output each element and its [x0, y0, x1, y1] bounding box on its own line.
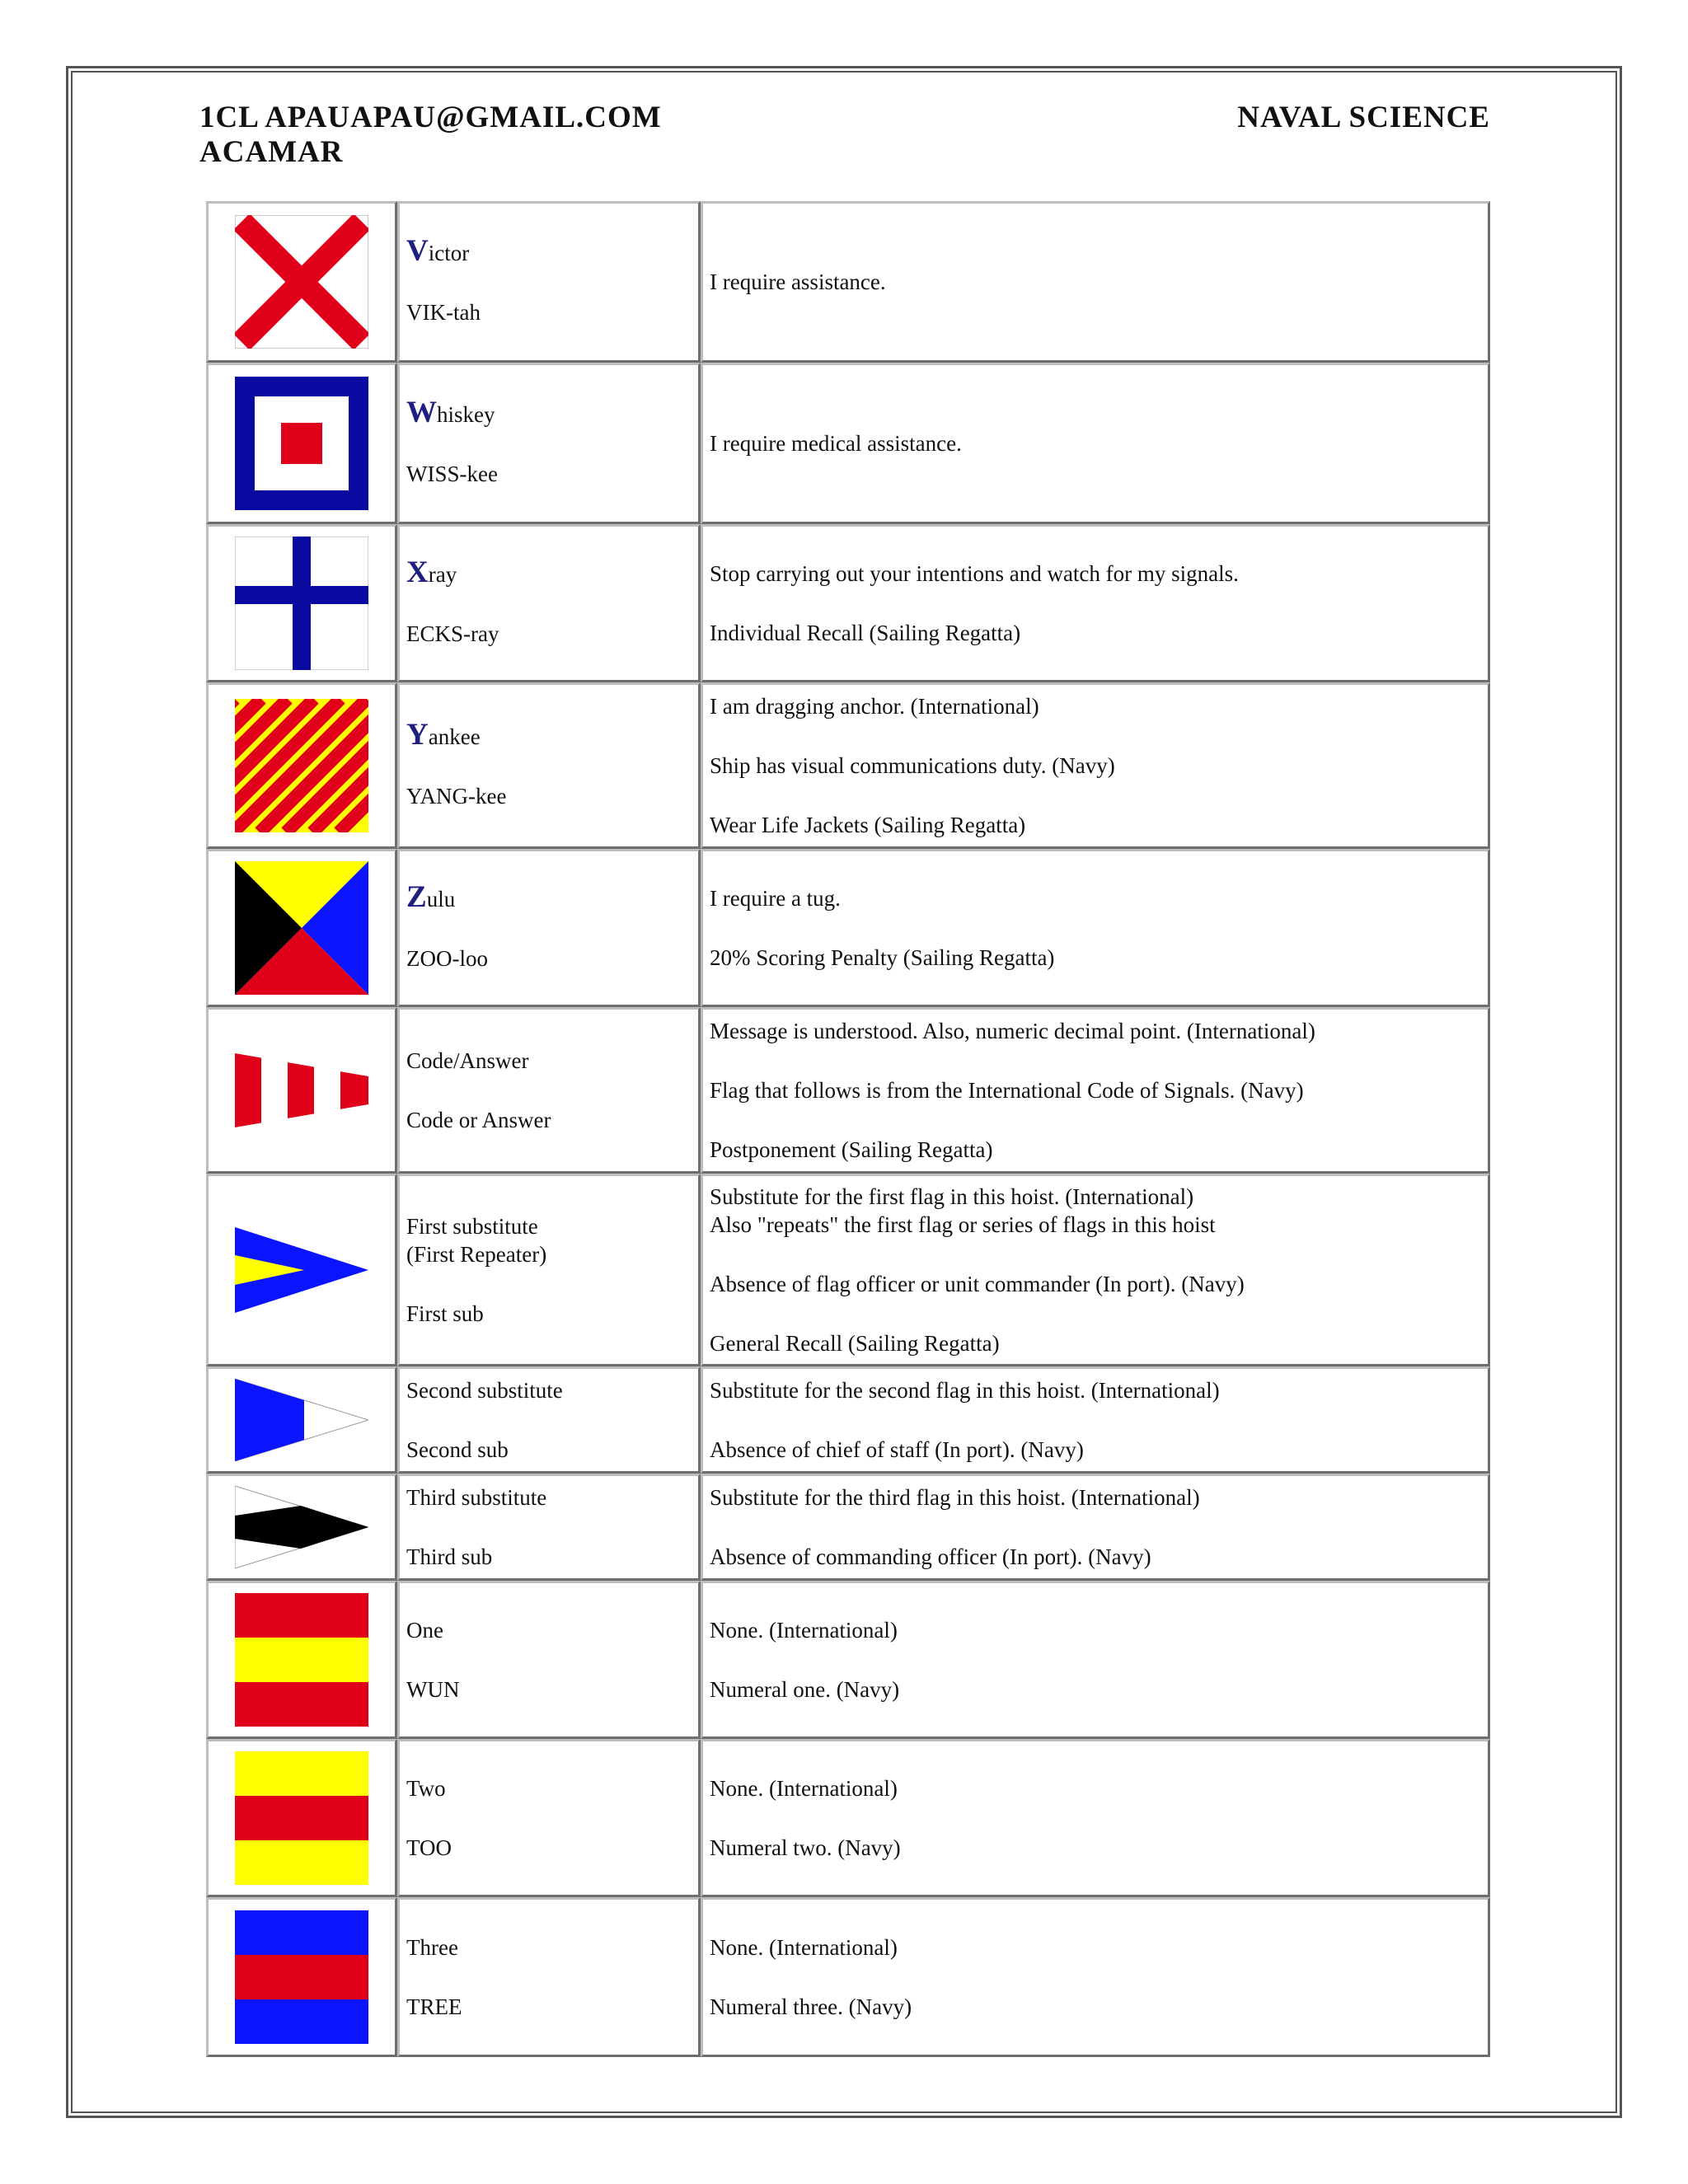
flag-pronunciation: VIK-tah — [406, 300, 481, 325]
flag-meaning: Substitute for the second flag in this hoist. (International) — [710, 1378, 1220, 1403]
flag-name: Zulu — [406, 880, 456, 914]
flag-meaning: I require assistance. — [710, 269, 886, 294]
flag-meaning: Absence of flag officer or unit commander (In port). (Navy) — [710, 1272, 1245, 1296]
flag-name: One — [406, 1618, 443, 1643]
flag-meaning: Wear Life Jackets (Sailing Regatta) — [710, 813, 1026, 837]
yankee-flag-icon — [235, 699, 368, 832]
flag-pronunciation: ZOO-loo — [406, 946, 488, 971]
table-row — [206, 1366, 1490, 1474]
flag-meaning: Flag that follows is from the International Code of Signals. (Navy) — [710, 1078, 1304, 1103]
flag-pronunciation: First sub — [406, 1301, 484, 1326]
table-row — [206, 1007, 1490, 1174]
table-row — [206, 1581, 1490, 1739]
flag-meaning: Numeral one. (Navy) — [710, 1677, 900, 1702]
flag-meaning: None. (International) — [710, 1935, 898, 1960]
header-email: 1CL APAUAPAU@GMAIL.COM — [199, 101, 662, 134]
flag-meaning: 20% Scoring Penalty (Sailing Regatta) — [710, 945, 1055, 970]
flag-name: Victor — [406, 234, 470, 268]
flag-name: Three — [406, 1935, 458, 1960]
flag-meaning: Message is understood. Also, numeric decimal point. (International) — [710, 1019, 1315, 1043]
table-row — [206, 682, 1490, 849]
table-row — [206, 201, 1490, 363]
header-name: ACAMAR — [199, 135, 344, 169]
table-row — [206, 524, 1490, 682]
table-row — [206, 1897, 1490, 2057]
flag-name: Third substitute — [406, 1485, 547, 1510]
flag-meaning: Absence of commanding officer (In port). (Navy) — [710, 1544, 1151, 1569]
flag-pronunciation: Third sub — [406, 1544, 493, 1569]
flag-pronunciation: Code or Answer — [406, 1108, 551, 1132]
flag-name: Two — [406, 1776, 446, 1801]
xray-flag-icon — [235, 537, 368, 670]
first-substitute-pennant-icon — [235, 1227, 368, 1313]
flag-pronunciation: WISS-kee — [406, 462, 498, 486]
signal-flags-table — [206, 201, 1490, 2057]
three-flag-icon — [235, 1910, 368, 2044]
flag-meaning: Absence of chief of staff (In port). (Navy) — [710, 1437, 1084, 1462]
table-row — [206, 1474, 1490, 1581]
two-flag-icon — [235, 1751, 368, 1885]
flag-meaning: Ship has visual communications duty. (Navy) — [710, 753, 1115, 778]
flag-name: Code/Answer — [406, 1048, 529, 1073]
flag-meaning: Postponement (Sailing Regatta) — [710, 1137, 993, 1162]
header-subject: NAVAL SCIENCE — [1237, 101, 1490, 134]
table-row — [206, 849, 1490, 1007]
flag-meaning: Numeral three. (Navy) — [710, 1994, 912, 2019]
flag-meaning: None. (International) — [710, 1618, 898, 1643]
flag-meaning: Numeral two. (Navy) — [710, 1835, 901, 1860]
victor-flag-icon — [235, 215, 368, 349]
flag-pronunciation: TREE — [406, 1994, 462, 2019]
flag-pronunciation: Second sub — [406, 1437, 509, 1462]
code-answer-pennant-icon — [235, 1053, 368, 1127]
flag-meaning: Stop carrying out your intentions and watch for my signals. — [710, 561, 1239, 586]
flag-pronunciation: YANG-kee — [406, 784, 507, 808]
table-row — [206, 1174, 1490, 1366]
flag-pronunciation: TOO — [406, 1835, 452, 1860]
flag-meaning: Also "repeats" the first flag or series of flags in this hoist — [710, 1212, 1216, 1237]
flag-meaning: Substitute for the first flag in this hoist. (International) — [710, 1184, 1194, 1209]
flag-name: Xray — [406, 555, 457, 589]
whiskey-flag-icon — [235, 377, 368, 510]
table-row — [206, 363, 1490, 524]
flag-meaning: Substitute for the third flag in this hoist. (International) — [710, 1485, 1200, 1510]
flag-meaning: I am dragging anchor. (International) — [710, 694, 1039, 719]
second-substitute-pennant-icon — [235, 1379, 368, 1461]
flag-meaning: None. (International) — [710, 1776, 898, 1801]
one-flag-icon — [235, 1593, 368, 1727]
flag-meaning: General Recall (Sailing Regatta) — [710, 1331, 1000, 1356]
flag-name: Whiskey — [406, 396, 495, 429]
flag-name-alt: (First Repeater) — [406, 1242, 547, 1267]
flag-meaning: I require medical assistance. — [710, 431, 962, 456]
flag-pronunciation: ECKS-ray — [406, 621, 499, 646]
flag-meaning: Individual Recall (Sailing Regatta) — [710, 621, 1021, 645]
flag-name: Second substitute — [406, 1378, 563, 1403]
table-row — [206, 1739, 1490, 1897]
zulu-flag-icon — [235, 861, 368, 995]
flag-name: First substitute — [406, 1214, 538, 1239]
flag-meaning: I require a tug. — [710, 886, 841, 911]
flag-pronunciation: WUN — [406, 1677, 460, 1702]
third-substitute-pennant-icon — [235, 1486, 368, 1568]
flag-name: Yankee — [406, 718, 481, 752]
